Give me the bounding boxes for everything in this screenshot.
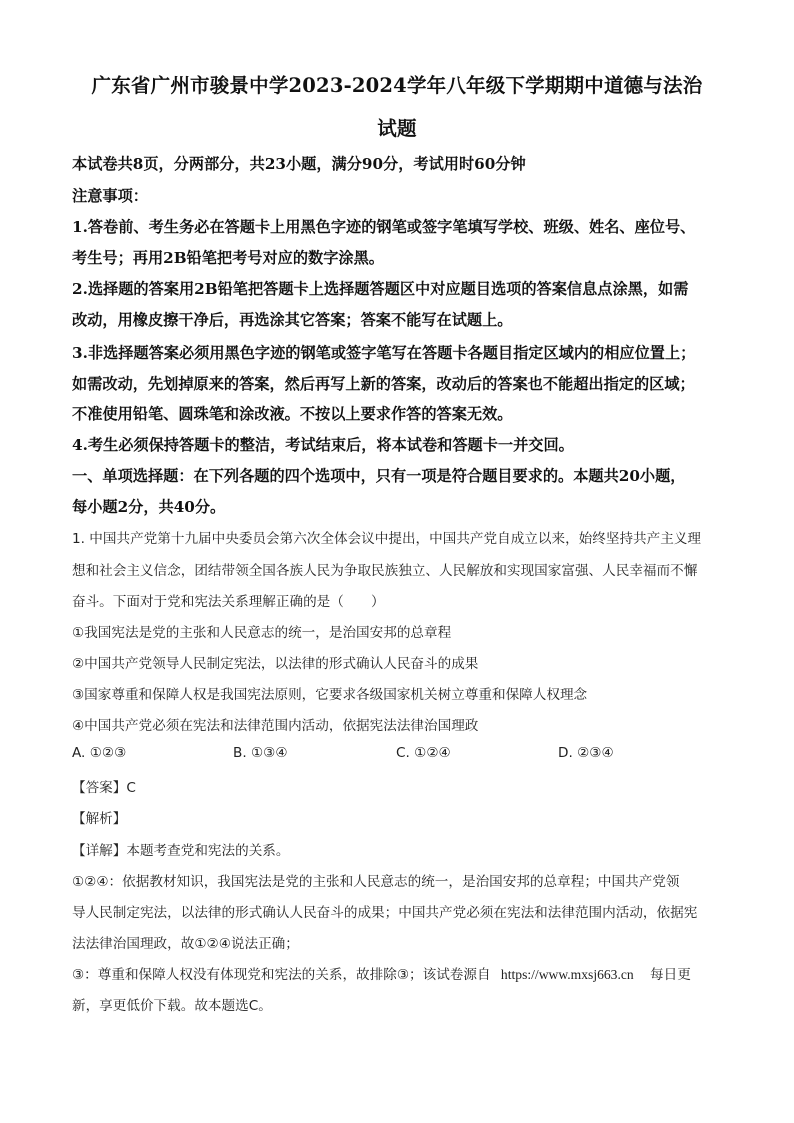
exam-title-line-1: 广东省广州市骏景中学2023-2024学年八年级下学期期中道德与法治 <box>91 74 703 97</box>
q1-statement-4: ④中国共产党必须在宪法和法律范围内活动，依据宪法法律治国理政 <box>72 718 479 734</box>
notice-4: 4.考生必须保持答题卡的整洁，考试结束后，将本试卷和答题卡一并交回。 <box>72 436 574 454</box>
q1-explanation-2-line-1 <box>72 963 734 983</box>
notice-3-line-1: 3.非选择题答案必须用黑色字迹的钢笔或签字笔写在答题卡各题目指定区域内的相应位置上； <box>72 344 696 362</box>
notice-2-line-1: 2.选择题的答案用2B铅笔把答题卡上选择题答题区中对应题目选项的答案信息点涂黑，如需 <box>72 280 689 298</box>
explanation-2-tail: 每日更 <box>650 967 691 983</box>
q1-explanation-1-line-2: 导人民制定宪法，以法律的形式确认人民奋斗的成果；中国共产党必须在宪法和法律范围内活动，依据宪 <box>72 905 698 921</box>
answer-value: C <box>126 780 136 796</box>
answer-label: 【答案】 <box>72 780 127 796</box>
q1-detail <box>72 839 734 859</box>
notice-heading: 注意事项： <box>72 187 148 205</box>
detail-label: 【详解】 <box>72 843 127 859</box>
q1-stem-line-2: 想和社会主义信念，团结带领全国各族人民为争取民族独立、人民解放和实现国家富强、人民幸福而不懈 <box>72 563 698 579</box>
q1-statement-1: ①我国宪法是党的主张和人民意志的统一，是治国安邦的总章程 <box>72 625 452 641</box>
q1-stem-line-3: 奋斗。下面对于党和宪法关系理解正确的是（ ） <box>72 594 385 610</box>
notice-1-line-1: 1.答卷前、考生务必在答题卡上用黑色字迹的钢笔或签字笔填写学校、班级、姓名、座位号、 <box>72 218 696 236</box>
notice-3-line-3: 不准使用铅笔、圆珠笔和涂改液。不按以上要求作答的答案无效。 <box>72 405 513 423</box>
detail-text: 本题考查党和宪法的关系。 <box>126 843 290 859</box>
exam-title-line-2: 试题 <box>377 117 417 140</box>
section-1-heading-line-1: 一、单项选择题：在下列各题的四个选项中，只有一项是符合题目要求的。本题共20小题， <box>72 467 686 485</box>
q1-explanation-1-line-1: ①②④：依据教材知识，我国宪法是党的主张和人民意志的统一，是治国安邦的总章程；中国共产党领 <box>72 874 680 890</box>
notice-2-line-2: 改动，用橡皮擦干净后，再选涂其它答案；答案不能写在试题上。 <box>72 311 513 329</box>
notice-3-line-2: 如需改动，先划掉原来的答案，然后再写上新的答案，改动后的答案也不能超出指定的区域； <box>72 375 695 393</box>
q1-statement-3: ③国家尊重和保障人权是我国宪法原则，它要求各级国家机关树立尊重和保障人权理念 <box>72 687 588 703</box>
q1-option-d: D. ②③④ <box>558 745 614 761</box>
exam-summary: 本试卷共8页，分两部分，共23小题，满分90分，考试用时60分钟 <box>72 155 526 173</box>
q1-option-b: B. ①③④ <box>233 745 288 761</box>
q1-explanation-2-line-2: 新，享更低价下载。故本题选C。 <box>72 998 272 1014</box>
q1-explanation-1-line-3: 法法律治国理政，故①②④说法正确； <box>72 936 299 952</box>
explanation-2-text: ③：尊重和保障人权没有体现党和宪法的关系，故排除③；该试卷源自 <box>72 967 491 983</box>
q1-stem-line-1: 1. 中国共产党第十九届中央委员会第六次全体会议中提出，中国共产党自成立以来，始终坚持共产主义理 <box>72 531 702 547</box>
q1-option-c: C. ①②④ <box>396 745 451 761</box>
notice-1-line-2: 考生号；再用2B铅笔把考号对应的数字涂黑。 <box>72 249 384 267</box>
q1-option-a: A. ①②③ <box>72 745 127 761</box>
section-1-heading-line-2: 每小题2分，共40分。 <box>72 498 226 516</box>
source-url[interactable]: https://www.mxsj663.cn <box>500 967 634 982</box>
q1-answer <box>72 776 734 796</box>
q1-statement-2: ②中国共产党领导人民制定宪法，以法律的形式确认人民奋斗的成果 <box>72 656 479 672</box>
q1-analysis-label: 【解析】 <box>72 811 127 827</box>
